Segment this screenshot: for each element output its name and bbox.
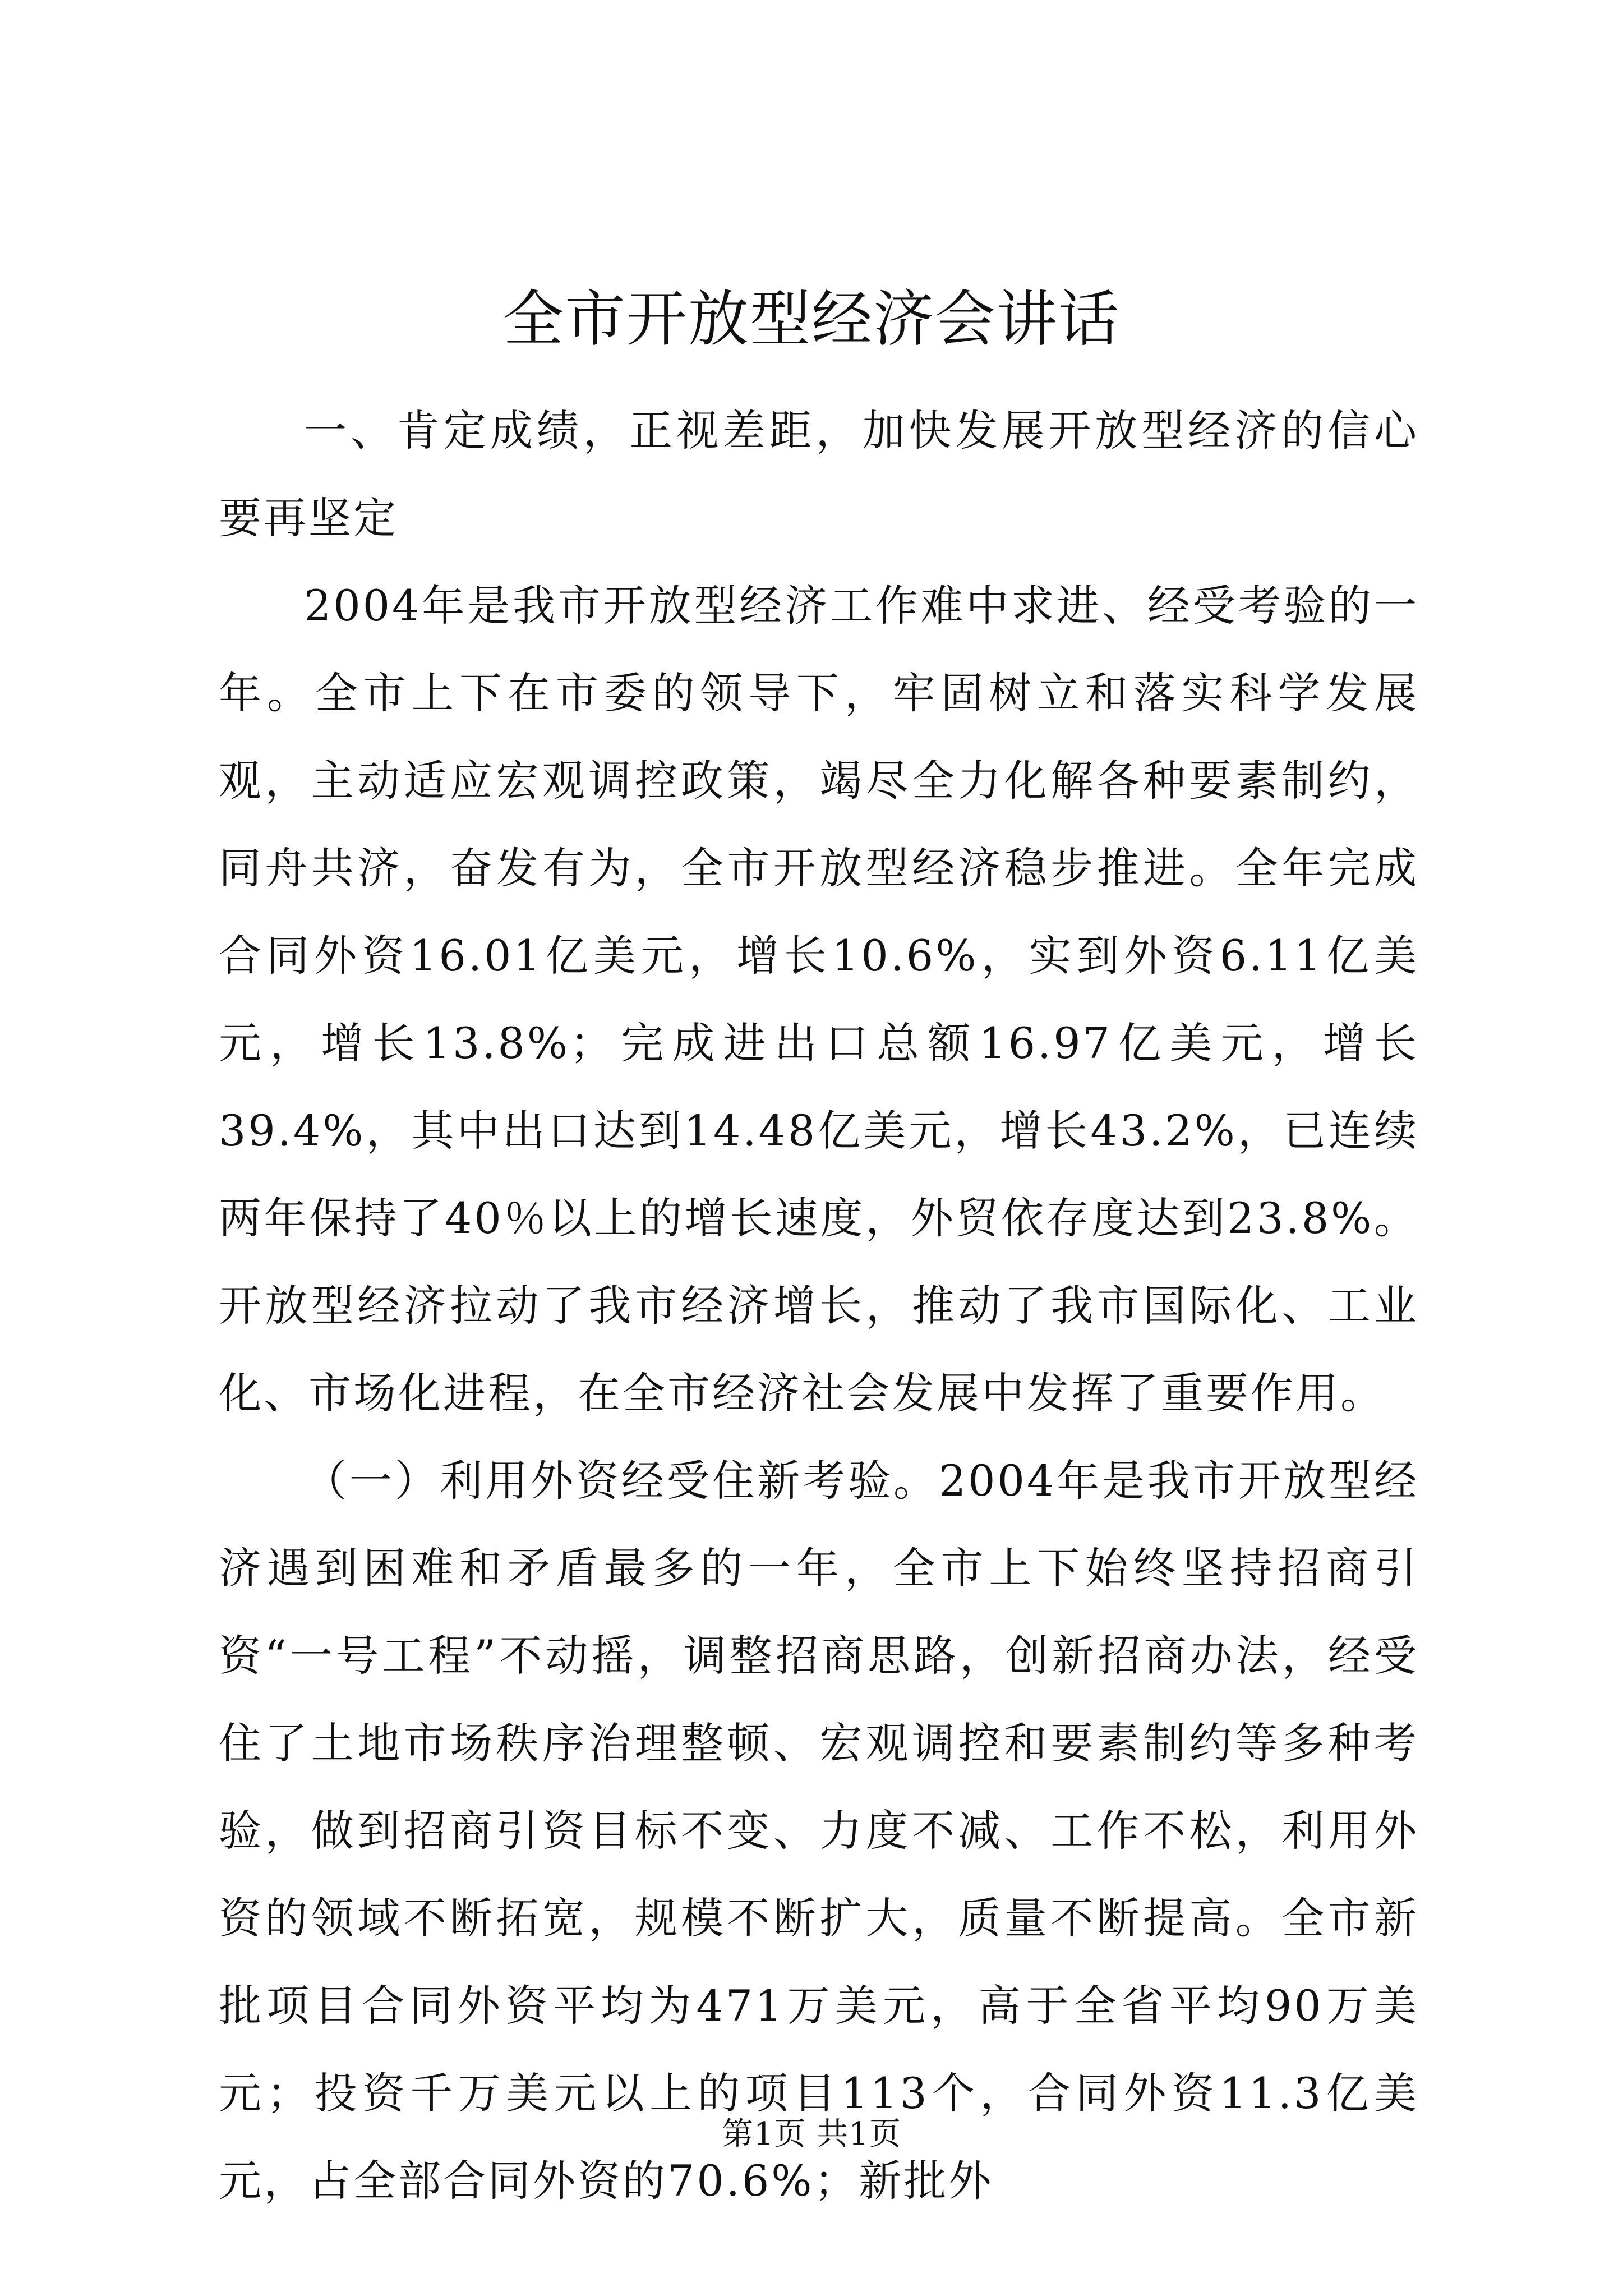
section-heading: 一、肯定成绩，正视差距，加快发展开放型经济的信心要再坚定 xyxy=(219,406,1419,543)
body-paragraph: 2004年是我市开放型经济工作难中求进、经受考验的一年。全市上下在市委的领导下，牢固树立和落实科学发展观，主动适应宏观调控政策，竭尽全力化解各种要素制约，同舟共济，奋发有为，全市开放型经济稳步推进。全年完成合同外资16.01亿美元，增长10.6%，实到外资6.11亿美元，增长13.8%；完成进出口总额16.97亿美元，增长39.4%，其中出口达到14.48亿美元，增长43.2%，已连续两年保持了40％以上的增长速度，外贸依存度达到23.8%。开放型经济拉动了我市经济增长，推动了我市国际化、工业化、市场化进程，在全市经济社会发展中发挥了重要作用。 xyxy=(219,581,1419,1418)
document-body xyxy=(219,387,1419,2225)
body-paragraph: （一）利用外资经受住新考验。2004年是我市开放型经济遇到困难和矛盾最多的一年，全市上下始终坚持招商引资“一号工程”不动摇，调整招商思路，创新招商办法，经受住了土地市场秩序治理整顿、宏观调控和要素制约等多种考验，做到招商引资目标不变、力度不减、工作不松，利用外资的领域不断拓宽，规模不断扩大，质量不断提高。全市新批项目合同外资平均为471万美元，高于全省平均90万美元；投资千万美元以上的项目113个，合同外资11.3亿美元，占全部合同外资的70.6%；新批外 xyxy=(219,1456,1419,2206)
document-title: 全市开放型经济会讲话 xyxy=(502,284,1120,355)
page-footer: 第1页 共1页 xyxy=(721,2116,902,2152)
